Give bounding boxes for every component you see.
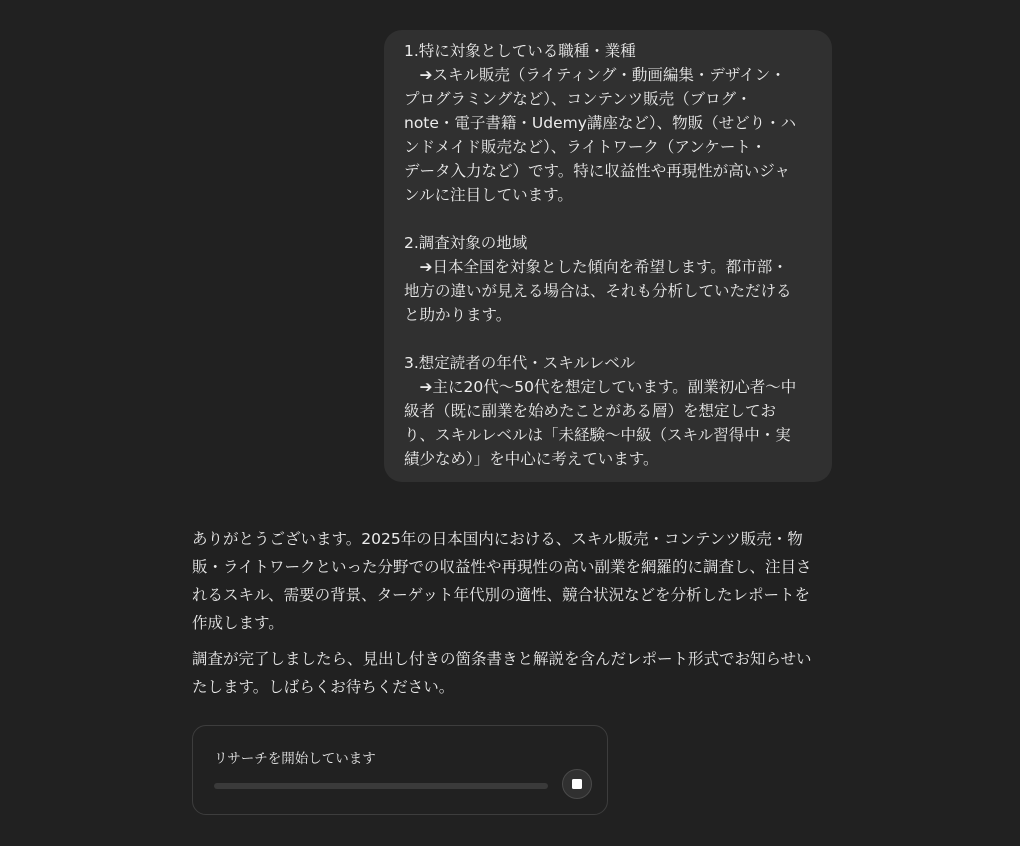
research-progress-bar [214, 783, 548, 789]
paragraph-gap [404, 207, 812, 231]
assistant-line: 販・ライトワークといった分野での収益性や再現性の高い副業を網羅的に調査し、注目さ [192, 558, 812, 576]
user-message-line: 績少なめ）」を中心に考えています。 [404, 450, 659, 468]
assistant-line: れるスキル、需要の背景、ターゲット年代別の適性、競合状況などを分析したレポートを [192, 586, 810, 604]
user-message-line: 地方の違いが見える場合は、それも分析していただける [404, 282, 792, 300]
user-message-line: データ入力など）です。特に収益性や再現性が高いジャ [404, 162, 790, 180]
user-message-line: ンドメイド販売など）、ライトワーク（アンケート・ [404, 138, 767, 156]
assistant-paragraph [192, 525, 836, 637]
user-message-line: note・電子書籍・Udemy講座など）、物販（せどり・ハ [404, 114, 797, 132]
user-message-line: ンルに注目しています。 [404, 186, 573, 204]
user-message-line: ➔スキル販売（ライティング・動画編集・デザイン・ [404, 66, 786, 84]
user-message-line: と助かります。 [404, 306, 512, 324]
assistant-paragraph [192, 645, 836, 701]
user-message-line: プログラミングなど）、コンテンツ販売（ブログ・ [404, 90, 752, 108]
assistant-line: ありがとうございます。2025年の日本国内における、スキル販売・コンテンツ販売・物 [192, 530, 803, 548]
assistant-message [192, 525, 836, 709]
user-message-line: り、スキルレベルは「未経験〜中級（スキル習得中・実 [404, 426, 791, 444]
assistant-line: 作成します。 [192, 614, 284, 632]
paragraph-gap [404, 327, 812, 351]
user-message-line: ➔日本全国を対象とした傾向を希望します。都市部・ [404, 258, 788, 276]
assistant-line: 調査が完了しましたら、見出し付きの箇条書きと解説を含んだレポート形式でお知らせい [192, 650, 812, 668]
stop-research-button[interactable] [562, 769, 592, 799]
user-message-line: 3.想定読者の年代・スキルレベル [404, 354, 636, 372]
research-status-card [192, 725, 608, 815]
user-message-line: 1.特に対象としている職種・業種 [404, 42, 636, 60]
user-message-line: 2.調査対象の地域 [404, 234, 528, 252]
research-status-title: リサーチを開始しています [214, 751, 376, 767]
user-message-line: 級者（既に副業を始めたことがある層）を想定してお [404, 402, 777, 420]
stop-icon [572, 779, 582, 789]
user-message-bubble [384, 30, 832, 482]
assistant-line: たします。しばらくお待ちください。 [192, 678, 455, 696]
user-message-line: ➔主に20代〜50代を想定しています。副業初心者〜中 [404, 378, 797, 396]
